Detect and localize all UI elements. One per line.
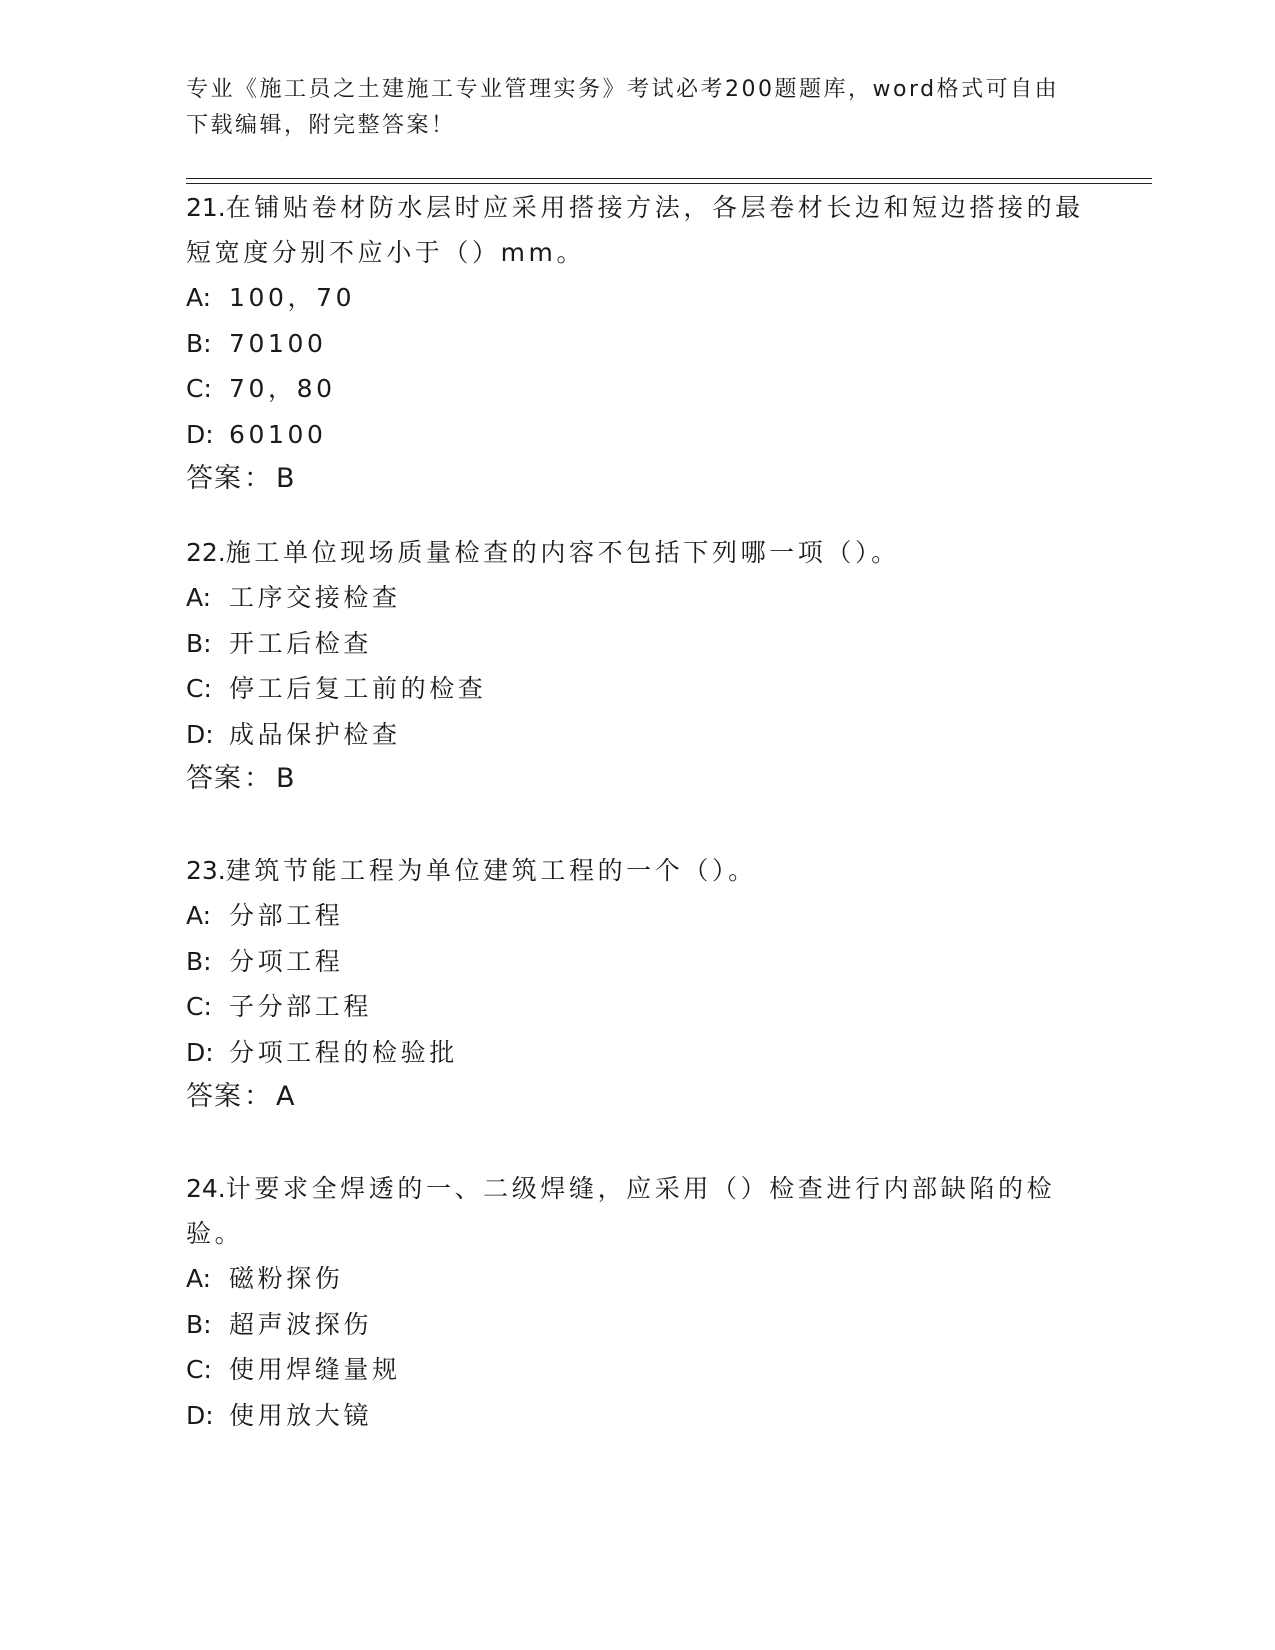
option-letter: D: bbox=[186, 719, 214, 749]
option-d bbox=[186, 412, 1086, 458]
question-stem bbox=[186, 848, 1086, 893]
question-number: 24. bbox=[186, 1174, 226, 1203]
answer-value: B bbox=[276, 463, 296, 494]
option-letter: B: bbox=[186, 328, 212, 358]
option-letter: B: bbox=[186, 1309, 212, 1339]
question-22 bbox=[186, 530, 1086, 801]
option-letter: D: bbox=[186, 419, 214, 449]
option-b bbox=[186, 621, 1086, 667]
question-number: 21. bbox=[186, 193, 226, 222]
question-text: 施工单位现场质量检查的内容不包括下列哪一项（）。 bbox=[225, 538, 900, 567]
answer-label: 答案 bbox=[186, 463, 242, 494]
option-text: 超声波探伤 bbox=[229, 1309, 373, 1339]
option-a bbox=[186, 275, 1086, 321]
option-a bbox=[186, 575, 1086, 621]
option-letter: A: bbox=[186, 901, 212, 930]
answer-label: 答案 bbox=[186, 763, 242, 794]
option-letter: D: bbox=[186, 1400, 214, 1430]
option-text: 70，80 bbox=[229, 374, 336, 403]
question-stem bbox=[186, 530, 1086, 575]
option-letter: B: bbox=[186, 946, 212, 976]
option-letter: C: bbox=[186, 674, 212, 703]
option-d bbox=[186, 1030, 1086, 1076]
answer-separator: ： bbox=[244, 1081, 272, 1112]
option-text: 停工后复工前的检查 bbox=[229, 674, 487, 703]
header-divider-bottom bbox=[186, 183, 1152, 184]
question-23 bbox=[186, 848, 1086, 1119]
option-text: 100，70 bbox=[229, 283, 356, 312]
option-b bbox=[186, 939, 1086, 985]
header-line-2: 下载编辑，附完整答案！ bbox=[186, 113, 456, 138]
option-a bbox=[186, 893, 1086, 939]
question-21 bbox=[186, 185, 1086, 501]
answer-value: B bbox=[276, 763, 296, 794]
option-text: 成品保护检查 bbox=[229, 719, 401, 749]
answer-separator: ： bbox=[244, 763, 272, 794]
option-letter: C: bbox=[186, 1355, 212, 1384]
question-stem bbox=[186, 185, 1086, 275]
option-letter: D: bbox=[186, 1037, 214, 1067]
option-text: 分项工程 bbox=[229, 946, 344, 976]
option-c bbox=[186, 366, 1086, 412]
option-letter: C: bbox=[186, 992, 212, 1021]
option-text: 子分部工程 bbox=[229, 992, 373, 1021]
option-text: 开工后检查 bbox=[229, 628, 373, 658]
question-text: 计要求全焊透的一、二级焊缝，应采用（）检查进行内部缺陷的检验。 bbox=[186, 1174, 1056, 1248]
option-c bbox=[186, 1347, 1086, 1393]
option-text: 70100 bbox=[229, 328, 327, 358]
answer-line bbox=[186, 757, 1086, 801]
question-text: 建筑节能工程为单位建筑工程的一个（）。 bbox=[225, 856, 757, 885]
question-text: 在铺贴卷材防水层时应采用搭接方法，各层卷材长边和短边搭接的最短宽度分别不应小于（）mm。 bbox=[186, 193, 1084, 267]
option-text: 使用放大镜 bbox=[229, 1400, 373, 1430]
option-text: 工序交接检查 bbox=[229, 583, 401, 612]
answer-line bbox=[186, 457, 1086, 501]
option-d bbox=[186, 712, 1086, 758]
option-b bbox=[186, 1302, 1086, 1348]
option-text: 磁粉探伤 bbox=[229, 1264, 344, 1293]
option-letter: A: bbox=[186, 583, 212, 612]
header-divider-top bbox=[186, 178, 1152, 179]
question-stem bbox=[186, 1166, 1086, 1256]
option-text: 分项工程的检验批 bbox=[229, 1037, 458, 1067]
answer-separator: ： bbox=[244, 463, 272, 494]
question-24 bbox=[186, 1166, 1086, 1438]
option-b bbox=[186, 321, 1086, 367]
answer-value: A bbox=[276, 1081, 296, 1112]
option-d bbox=[186, 1393, 1086, 1439]
header-line-1: 专业《施工员之土建施工专业管理实务》考试必考200题题库，word格式可自由 bbox=[186, 77, 1060, 102]
option-text: 使用焊缝量规 bbox=[229, 1355, 401, 1384]
option-letter: C: bbox=[186, 374, 212, 403]
option-text: 分部工程 bbox=[229, 901, 344, 930]
option-c bbox=[186, 984, 1086, 1030]
option-text: 60100 bbox=[229, 419, 327, 449]
option-c bbox=[186, 666, 1086, 712]
option-a bbox=[186, 1256, 1086, 1302]
question-number: 23. bbox=[186, 856, 226, 885]
option-letter: B: bbox=[186, 628, 212, 658]
question-number: 22. bbox=[186, 538, 226, 567]
document-header bbox=[186, 72, 1086, 144]
option-letter: A: bbox=[186, 1264, 212, 1293]
answer-line bbox=[186, 1075, 1086, 1119]
answer-label: 答案 bbox=[186, 1081, 242, 1112]
option-letter: A: bbox=[186, 283, 212, 312]
